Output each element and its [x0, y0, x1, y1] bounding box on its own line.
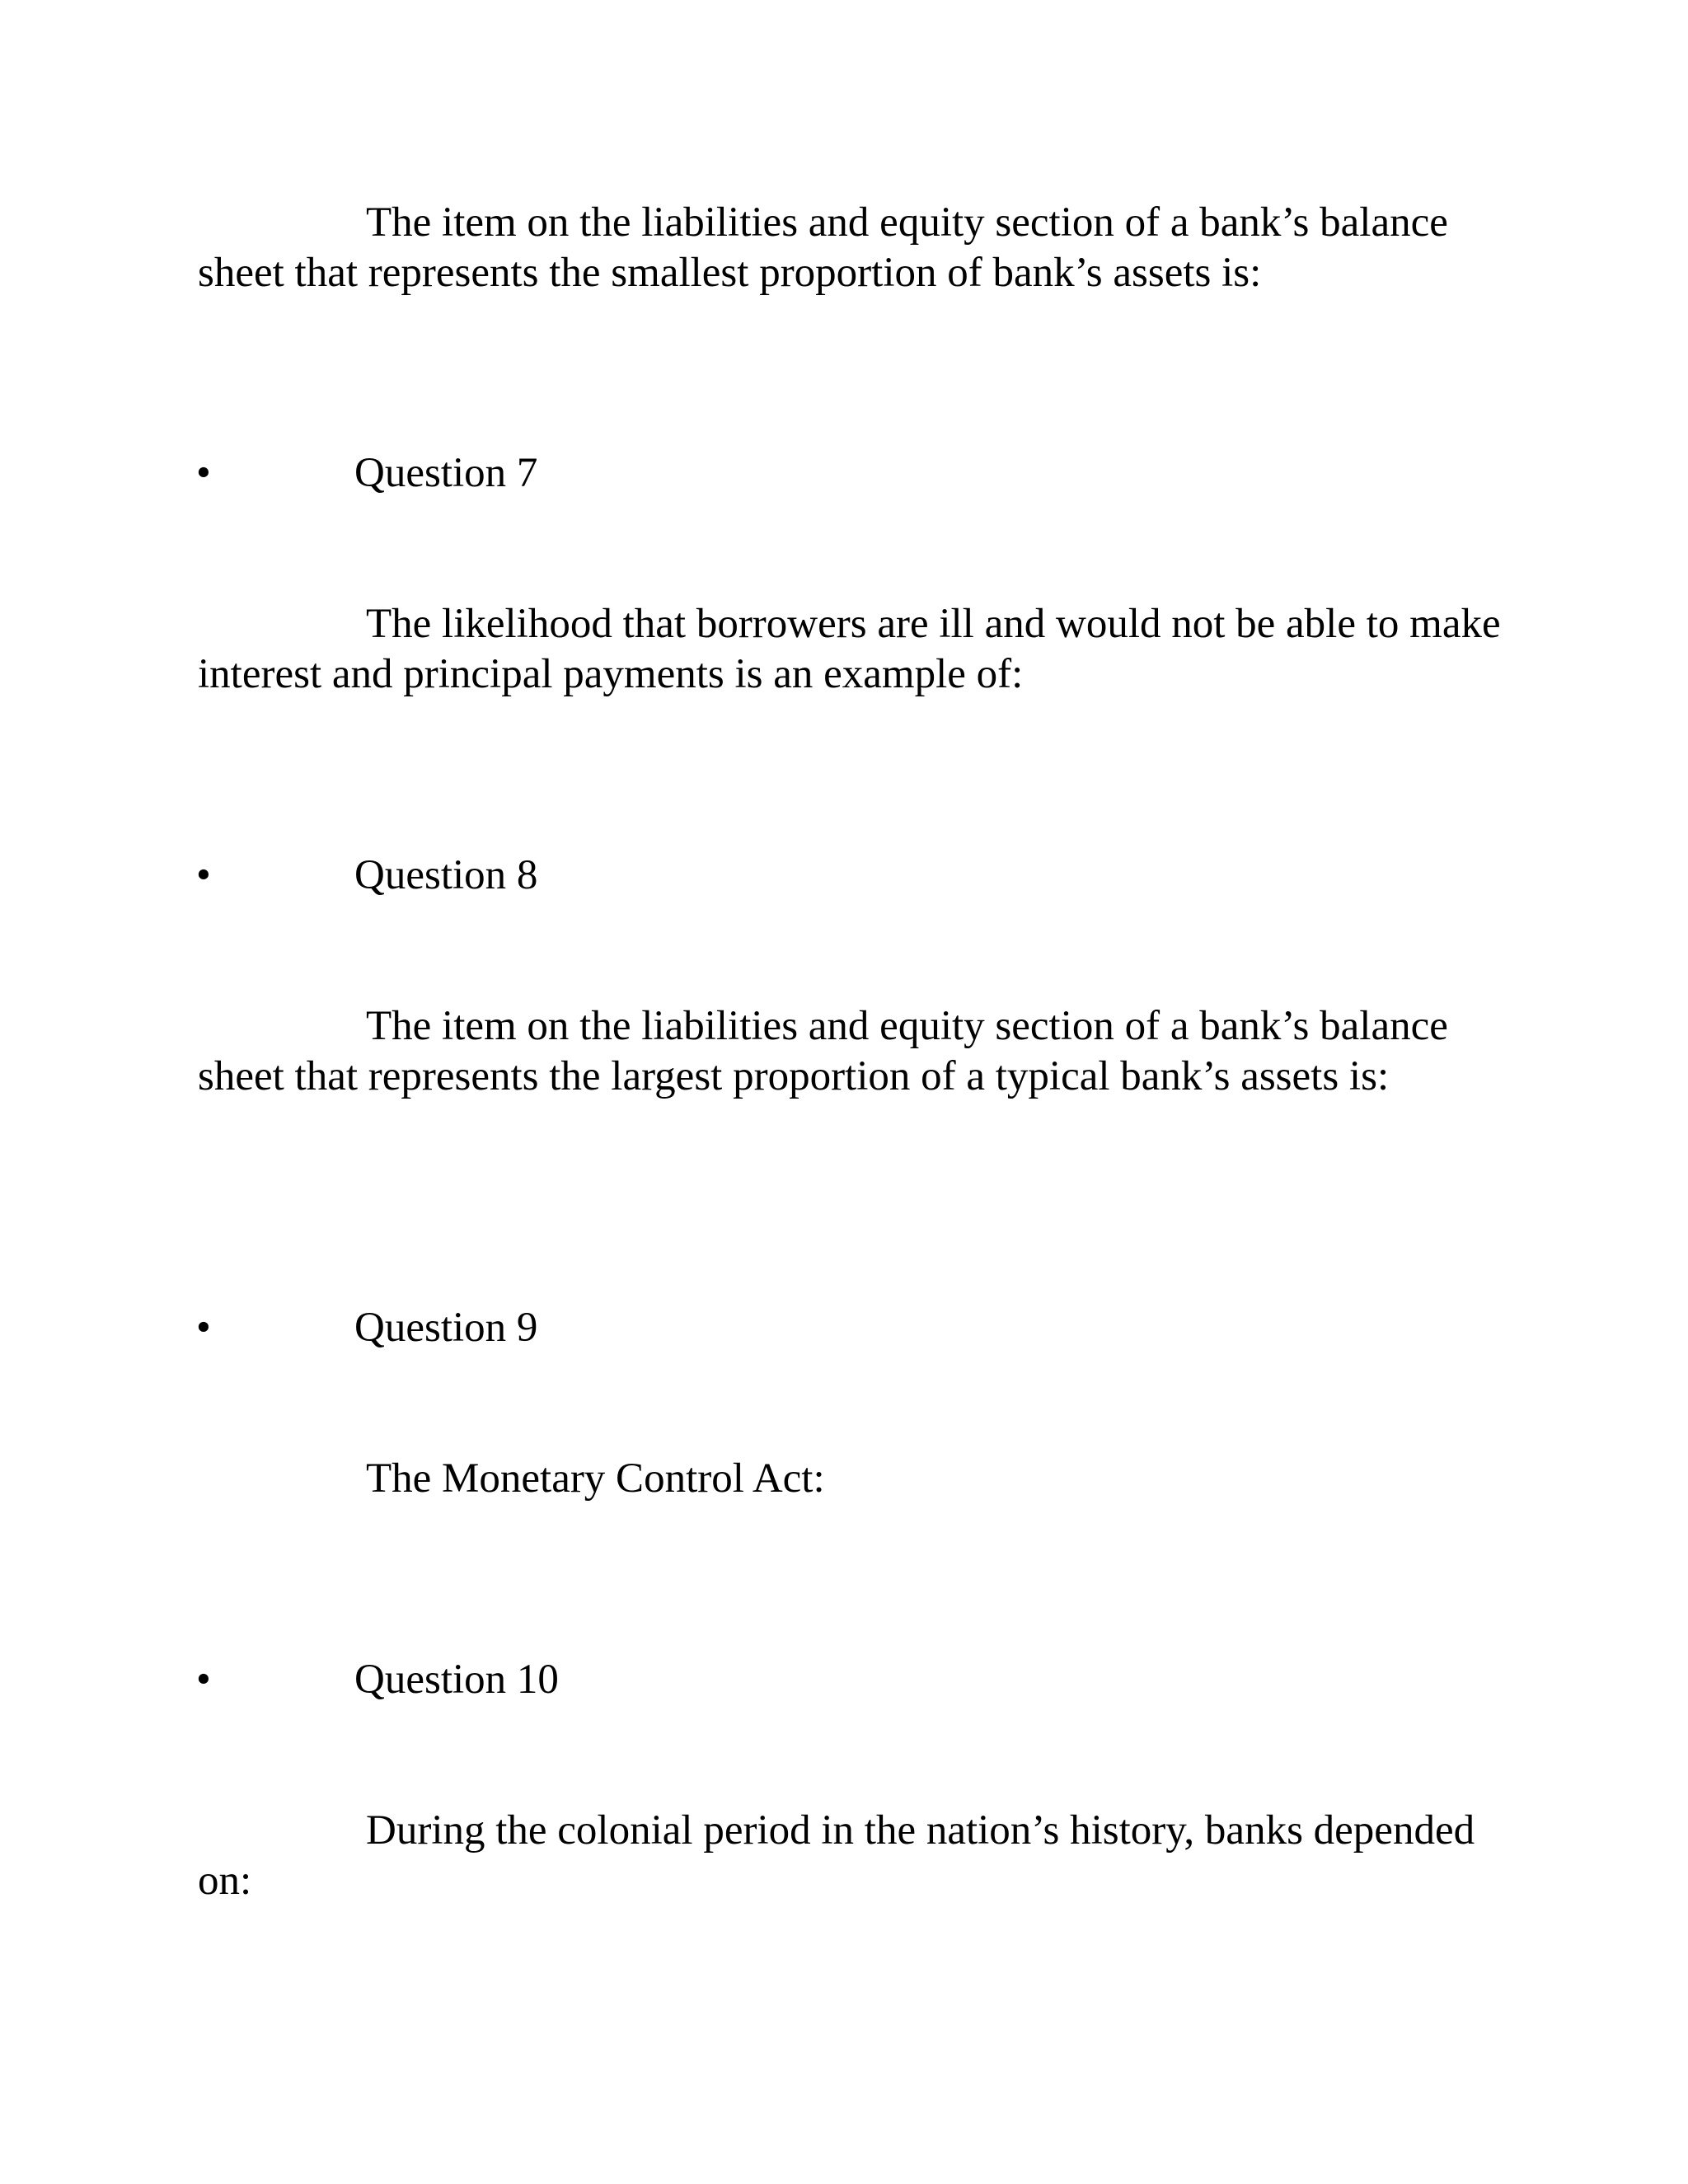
question-7-heading [196, 448, 938, 499]
question-label: Question 10 [354, 1657, 559, 1703]
question-6-text: The item on the liabilities and equity section of a bank’s balance sheet that represents the smallest proportion of bank’s assets is: [198, 199, 1459, 296]
question-9-heading [196, 1303, 938, 1353]
question-9-text: The Monetary Control Act: [198, 1455, 825, 1502]
bullet-icon: • [196, 1657, 211, 1703]
question-8-heading [196, 851, 938, 901]
question-label: Question 8 [354, 852, 538, 898]
question-8-text: The item on the liabilities and equity section of a bank’s balance sheet that represents the largest proportion of a typical bank’s assets is: [198, 1003, 1459, 1099]
bullet-icon: • [196, 1305, 211, 1351]
question-10-text: During the colonial period in the nation’s history, banks depended on: [198, 1807, 1485, 1904]
question-7-text: The likelihood that borrowers are ill and would not be able to make interest and principal payments is an example of: [198, 601, 1512, 697]
question-10-heading [196, 1655, 938, 1705]
bullet-icon: • [196, 450, 211, 496]
bullet-icon: • [196, 852, 211, 898]
question-label: Question 7 [354, 450, 538, 496]
question-label: Question 9 [354, 1305, 538, 1351]
